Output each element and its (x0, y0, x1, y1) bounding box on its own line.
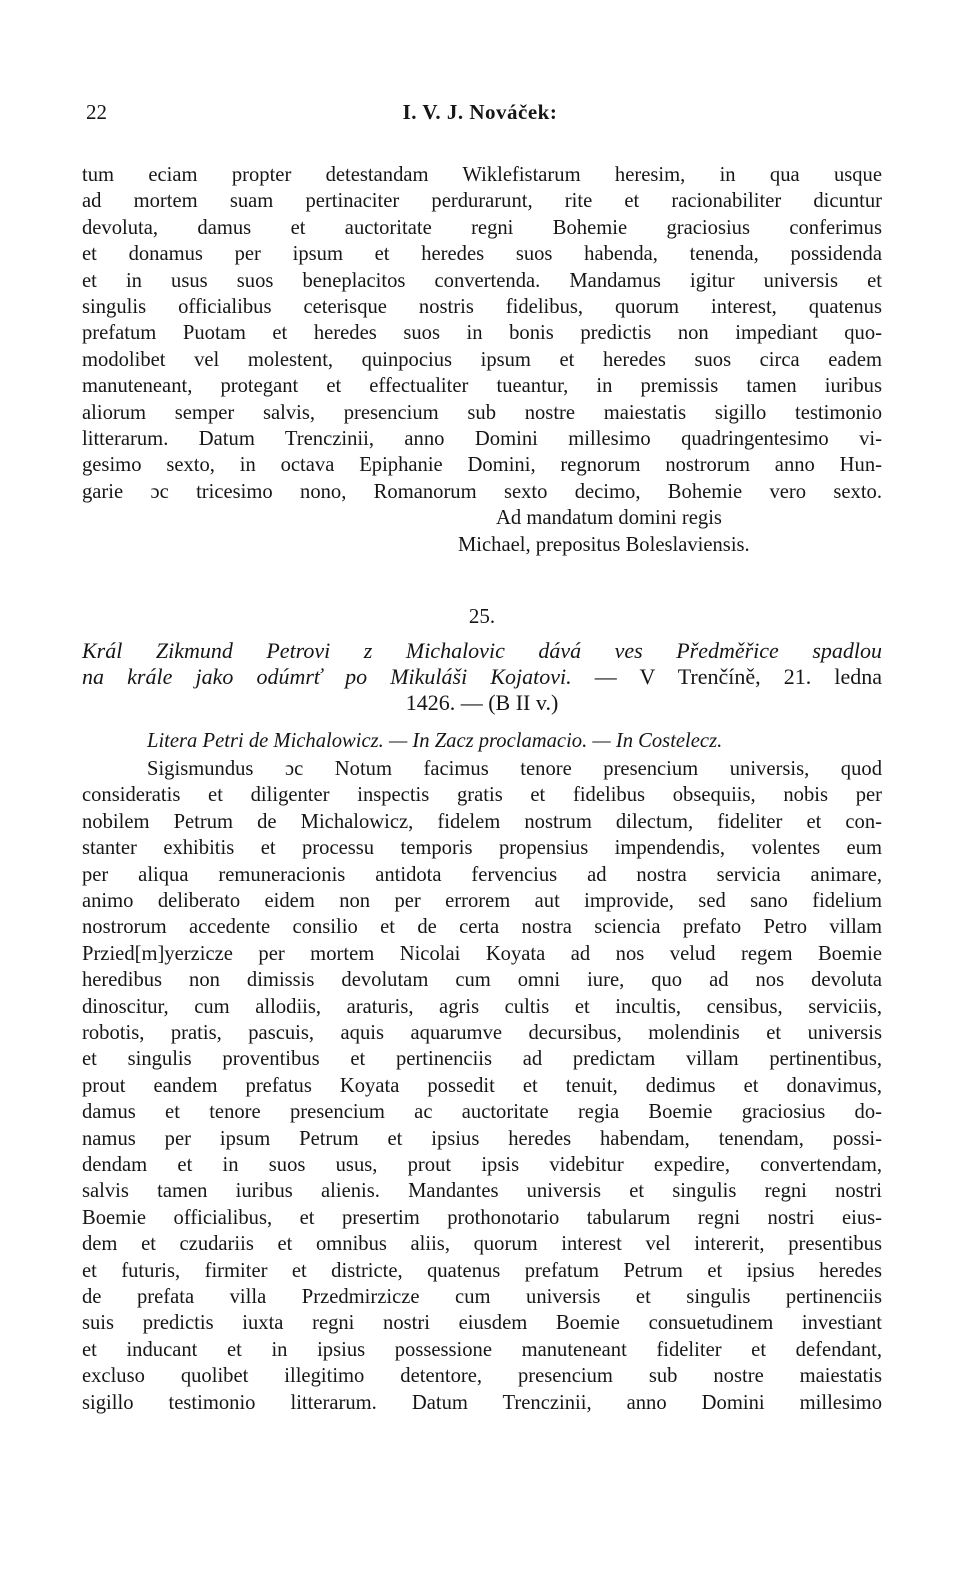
title-line-2-italic: na krále jako odúmrť po Mikuláši Kojatovi. (82, 663, 572, 689)
title-line (82, 664, 882, 690)
text-line: Sigismundus ɔc Notum facimus tenore presencium universis, quod (147, 757, 882, 780)
paragraph-continued (82, 162, 882, 505)
text-line: damus et tenore presencium ac auctoritate regia Boemie graciosius do- (82, 1101, 882, 1124)
page-header (82, 96, 878, 130)
text-line: namus per ipsum Petrum et ipsius heredes habendam, tenendam, possi- (82, 1127, 882, 1150)
title-line-1: Král Zikmund Petrovi z Michalovic dává ves Předměřice spadlou (82, 637, 882, 663)
document-title (82, 638, 882, 716)
text-line: Przied[m]yerzicze per mortem Nicolai Koyata ad nos velud regem Boemie (82, 942, 882, 965)
text-line: gesimo sexto, in octava Epiphanie Domini, regnorum nostrorum anno Hun- (82, 454, 882, 477)
text-line: singulis officialibus ceterisque nostris fidelibus, quorum interest, quatenus (82, 296, 882, 319)
signature-line: Michael, prepositus Boleslaviensis. (458, 533, 750, 556)
text-line: et singulis proventibus et pertinenciis ad predictam villam pertinentibus, (82, 1048, 882, 1071)
text-line: salvis tamen iuribus alienis. Mandantes universis et singulis regni nostri (82, 1180, 882, 1203)
text-line: consideratis et diligenter inspectis gratis et fidelibus obsequiis, nobis per (82, 784, 882, 807)
page-body (82, 162, 882, 1416)
text-line: et inducant et in ipsius possessione manuteneant fideliter et defendant, (82, 1338, 882, 1361)
text-line: modolibet vel molestent, quinpocius ipsum et heredes suos circa eadem (82, 348, 882, 371)
text-line: robotis, pratis, pascuis, aquis aquarumve decursibus, molendinis et universis (82, 1021, 882, 1044)
text-line: dem et czudariis et omnibus aliis, quorum interest vel intererit, presentibus (82, 1233, 882, 1256)
text-line: Boemie officialibus, et presertim prothonotario tabularum regni nostri eius- (82, 1206, 882, 1229)
running-head (82, 100, 878, 125)
text-line: nostrorum accedente consilio et de certa nostra sciencia prefato Petro villam (82, 916, 882, 939)
text-line: et futuris, firmiter et districte, quatenus prefatum Petrum et ipsius heredes (82, 1259, 882, 1282)
text-line: et donamus per ipsum et heredes suos habenda, tenenda, possidenda (82, 243, 882, 266)
archival-note (82, 728, 882, 754)
text-line: garie ɔc tricesimo nono, Romanorum sexto decimo, Bohemie vero sexto. (82, 480, 882, 503)
text-line: dendam et in suos usus, prout ipsis videbitur expedire, convertendam, (82, 1154, 882, 1176)
text-line: prefatum Puotam et heredes suos in bonis predictis non impediant quo- (82, 322, 882, 345)
text-line: prout eandem prefatus Koyata possedit et tenuit, dedimus et donavimus, (82, 1074, 882, 1097)
text-line: stanter exhibitis et processu temporis propensius impendendis, volentes eum (82, 837, 882, 860)
text-line: sigillo testimonio litterarum. Datum Trenczinii, anno Domini millesimo (82, 1391, 882, 1414)
text-line: tum eciam propter detestandam Wiklefistarum heresim, in qua usque (82, 164, 882, 186)
text-line: de prefata villa Przedmirzicze cum universis et singulis pertinenciis (82, 1286, 882, 1309)
title-line-3: 1426. — (B II v.) (405, 689, 559, 715)
running-head-author: I. V. J. Nováček: (402, 100, 558, 124)
text-line: animo deliberato eidem non per errorem aut improvide, sed sano fidelium (82, 889, 882, 912)
text-line: ad mortem suam pertinaciter perdurarunt, rite et racionabiliter dicuntur (82, 190, 882, 213)
document-number: 25. (468, 604, 496, 629)
paragraph-charter (82, 756, 882, 1416)
text-line: aliorum semper salvis, presencium sub nostre maiestatis sigillo testimonio (82, 401, 882, 424)
text-line: nobilem Petrum de Michalowicz, fidelem nostrum dilectum, fideliter et con- (82, 810, 882, 833)
title-line-2-roman: — V Trenčíně, 21. ledna (571, 663, 883, 689)
text-line: manuteneant, protegant et effectualiter tueantur, in premissis tamen iuribus (82, 375, 882, 398)
signature-line: Ad mandatum domini regis (496, 507, 722, 530)
text-line: per aliqua remuneracionis antidota fervencius ad nostra servicia animare, (82, 863, 882, 886)
text-line: excluso quolibet illegitimo detentore, presencium sub nostre maiestatis (82, 1365, 882, 1388)
signature-block (82, 505, 882, 558)
text-line: devoluta, damus et auctoritate regni Bohemie graciosius conferimus (82, 216, 882, 239)
text-line: suis predictis iuxta regni nostri eiusdem Boemie consuetudinem investiant (82, 1312, 882, 1335)
text-line: heredibus non dimissis devolutam cum omni iure, quo ad nos devoluta (82, 969, 882, 992)
text-line: dinoscitur, cum allodiis, araturis, agris cultis et incultis, censibus, serviciis, (82, 995, 882, 1018)
note-line: Litera Petri de Michalowicz. — In Zacz proclamacio. — In Costelecz. (147, 729, 723, 752)
text-line: et in usus suos beneplacitos convertenda. Mandamus igitur universis et (82, 269, 882, 292)
page-number: 22 (86, 100, 107, 124)
title-line (82, 638, 882, 664)
text-line: litterarum. Datum Trenczinii, anno Domini millesimo quadringentesimo vi- (82, 428, 882, 451)
